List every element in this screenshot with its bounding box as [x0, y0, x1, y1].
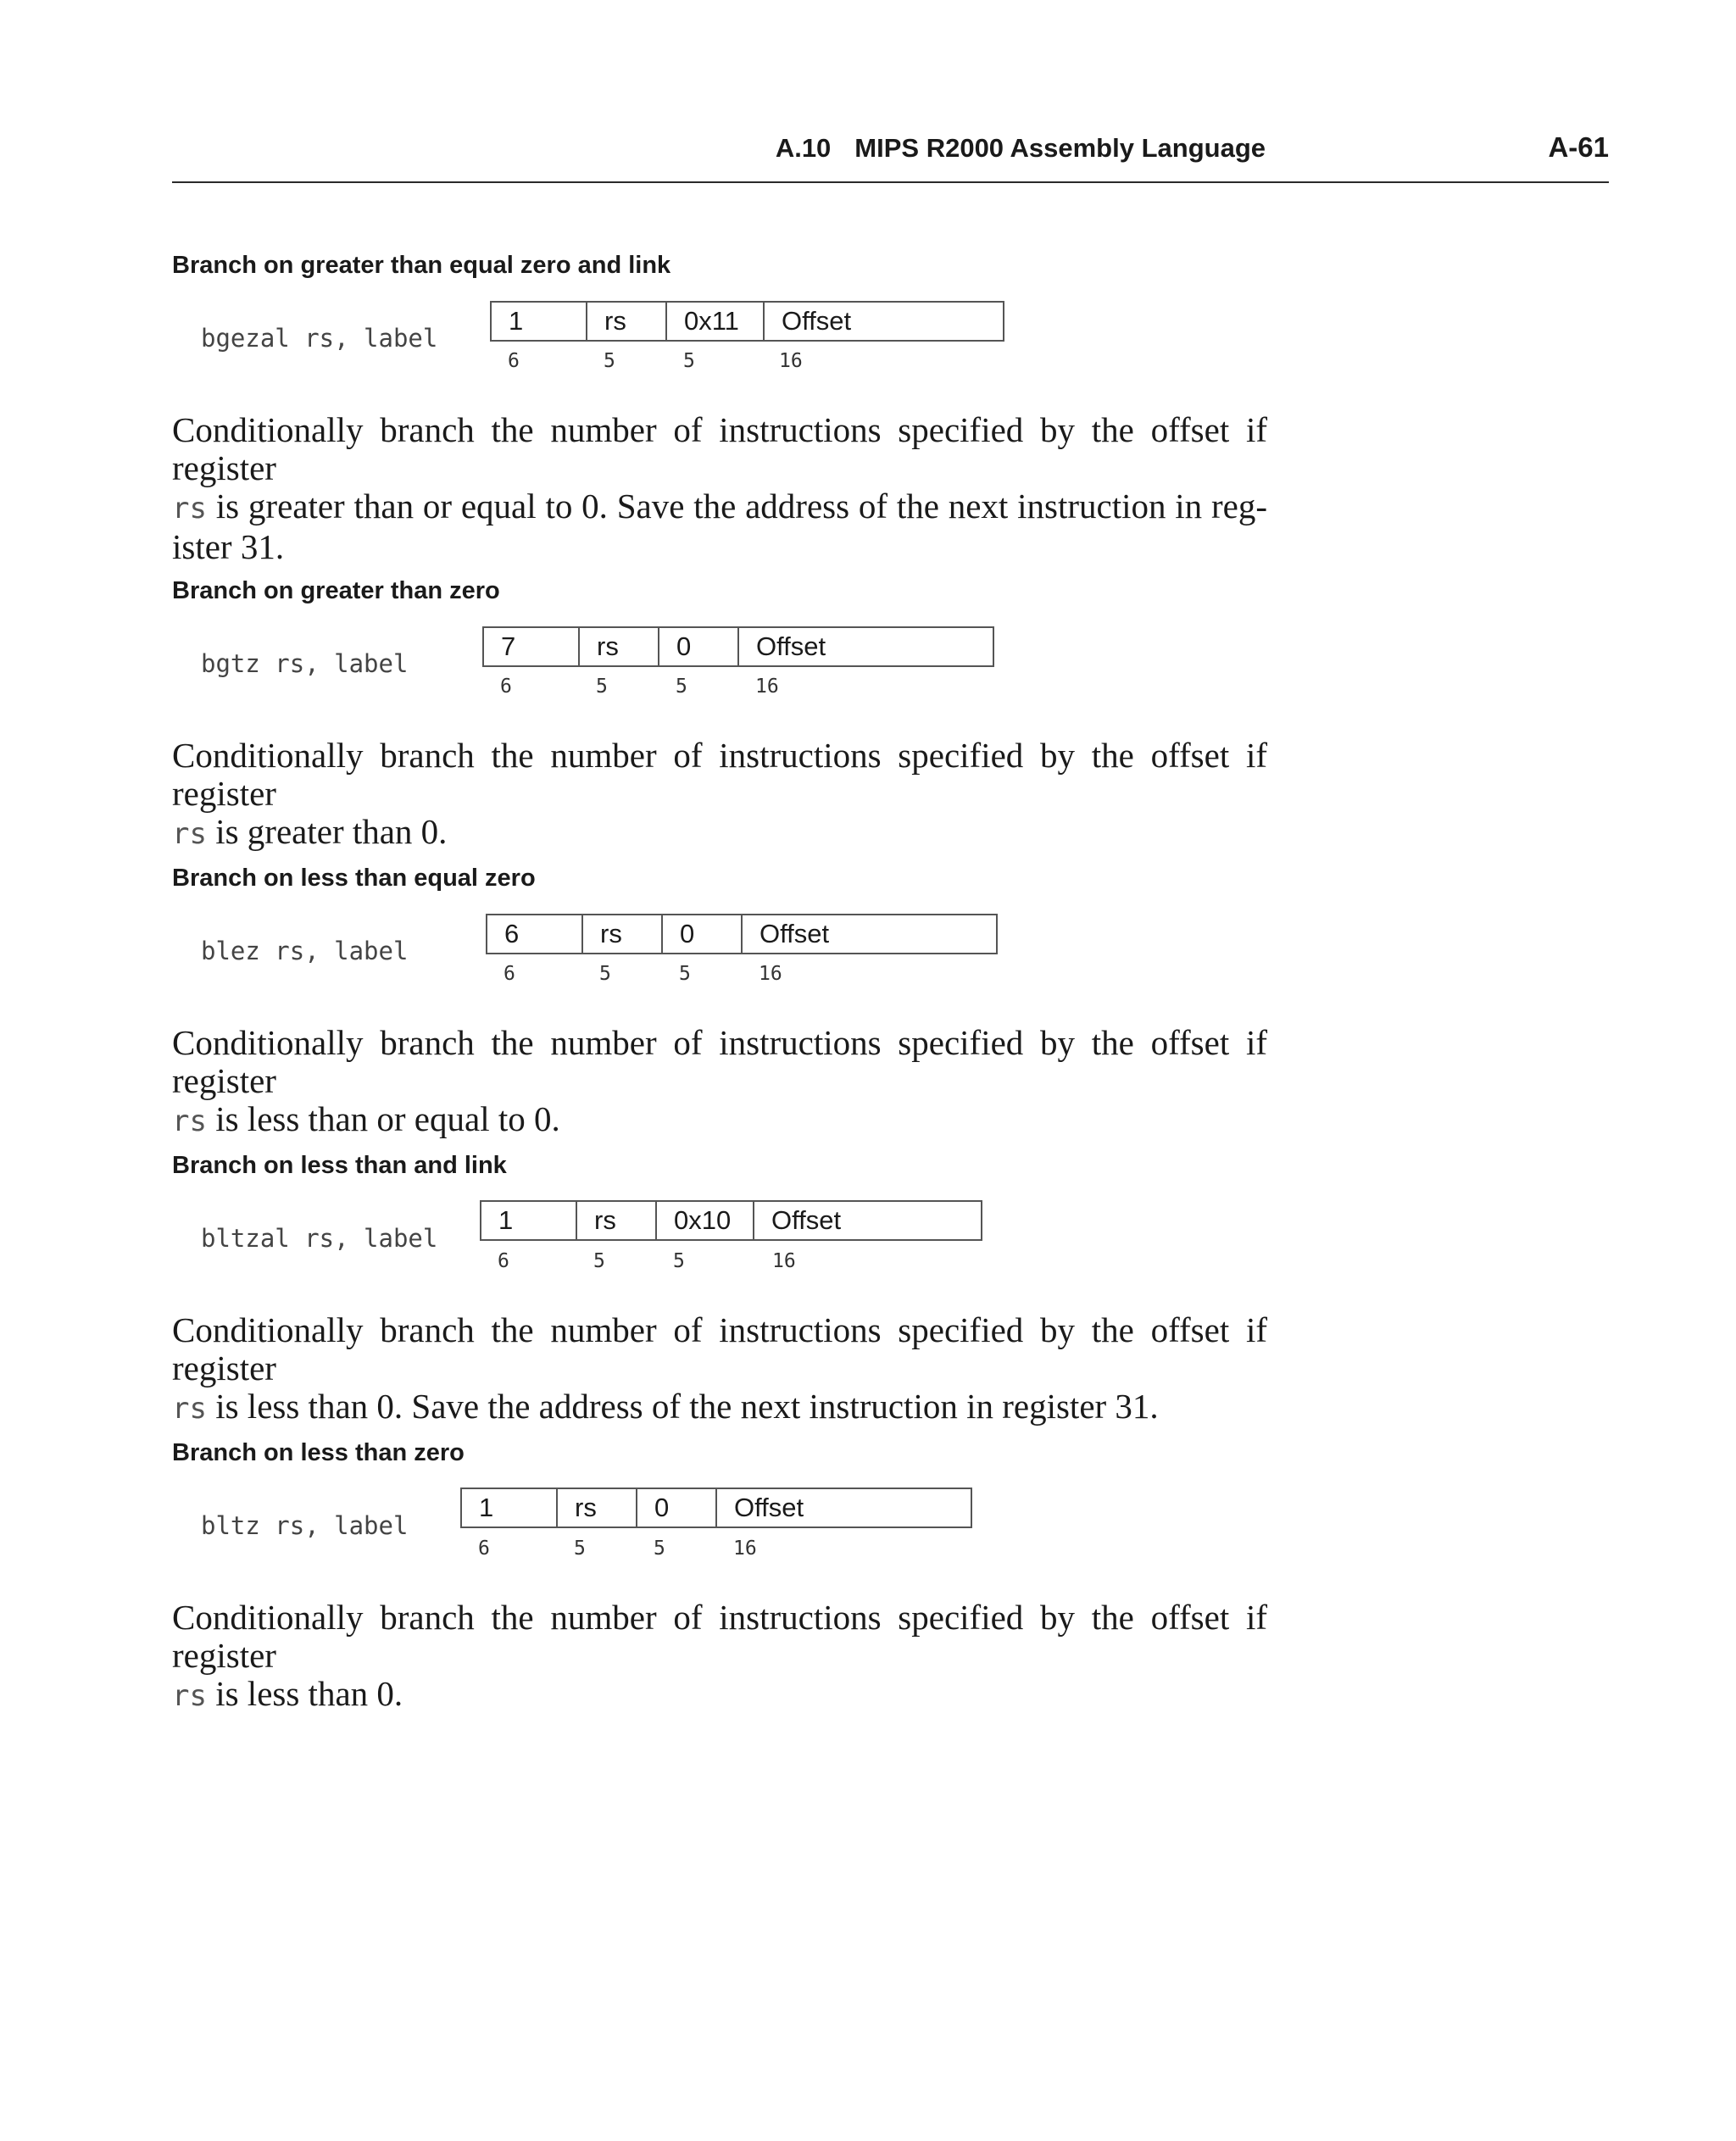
bit-width: 5: [599, 963, 611, 985]
instruction-format-box: [460, 1488, 972, 1528]
entry-title: Branch on less than equal zero: [172, 865, 536, 892]
description-line: Conditionally branch the number of instructions specified by the offset if register: [172, 1023, 1267, 1100]
instruction-format-box: [490, 301, 1004, 342]
format-field-rt: 0: [637, 1489, 717, 1527]
bit-width: 16: [733, 1538, 757, 1560]
format-field-offset: Offset: [756, 631, 826, 661]
register-code: rs: [172, 492, 207, 526]
description-line: [172, 1387, 1267, 1428]
format-field-offset: Offset: [734, 1493, 804, 1522]
running-header: [172, 127, 1609, 183]
format-field-rs: rs: [577, 1202, 657, 1239]
bit-width: 6: [508, 350, 520, 372]
format-field-rs: rs: [580, 628, 659, 665]
bit-width: 6: [478, 1538, 490, 1560]
format-field-rs: rs: [558, 1489, 637, 1527]
format-field-opcode: 1: [492, 303, 587, 340]
bit-width: 5: [676, 676, 687, 698]
entry-title: Branch on greater than equal zero and link: [172, 252, 671, 279]
bit-width: 5: [683, 350, 695, 372]
format-field-rs: rs: [583, 915, 663, 953]
register-code: rs: [172, 1679, 207, 1713]
instruction-format-box: [486, 914, 998, 954]
bit-width: 5: [604, 350, 615, 372]
format-field-opcode: 6: [487, 915, 583, 953]
description-line: Conditionally branch the number of instructions specified by the offset if register: [172, 1310, 1267, 1387]
format-field-opcode: 1: [462, 1489, 558, 1527]
format-field-offset: Offset: [771, 1205, 842, 1235]
instruction-format-box: [480, 1200, 982, 1241]
bit-width: 5: [574, 1538, 586, 1560]
instruction-syntax: blez rs, label: [201, 937, 409, 965]
description-text: is less than 0.: [206, 1674, 403, 1713]
description-line: [172, 487, 1267, 528]
bit-width: 16: [759, 963, 782, 985]
bit-width: 5: [679, 963, 691, 985]
format-field-rt: 0: [663, 915, 743, 953]
description-text: is less than or equal to 0.: [206, 1099, 560, 1138]
section-heading: [776, 133, 1266, 164]
description-line: Conditionally branch the number of instructions specified by the offset if register: [172, 1598, 1267, 1675]
entry-title: Branch on greater than zero: [172, 577, 500, 604]
instruction-syntax: bgtz rs, label: [201, 649, 409, 678]
description-text: is greater than or equal to 0. Save the address of the next instruction in reg-: [206, 487, 1267, 526]
format-field-rs: rs: [587, 303, 667, 340]
instruction-syntax: bltzal rs, label: [201, 1224, 438, 1253]
format-field-opcode: 7: [484, 628, 580, 665]
bit-width: 6: [500, 676, 512, 698]
format-field-opcode: 1: [481, 1202, 577, 1239]
format-field-offset: Offset: [760, 919, 830, 948]
entry-title: Branch on less than and link: [172, 1152, 507, 1179]
register-code: rs: [172, 1392, 207, 1426]
page-number: A-61: [1548, 131, 1609, 163]
section-title: MIPS R2000 Assembly Language: [854, 133, 1266, 163]
description-line: Conditionally branch the number of instructions specified by the offset if register: [172, 410, 1267, 487]
register-code: rs: [172, 1104, 207, 1138]
format-field-offset: Offset: [782, 306, 852, 336]
description-text: is greater than 0.: [206, 812, 448, 851]
instruction-format-box: [482, 626, 994, 667]
entry-description: [172, 1599, 1267, 1716]
description-line: ister 31.: [172, 527, 285, 566]
format-field-rt: 0x10: [657, 1202, 754, 1239]
bit-width: 5: [673, 1250, 685, 1272]
instruction-syntax: bltz rs, label: [201, 1511, 409, 1540]
entry-description: [172, 1311, 1267, 1428]
register-code: rs: [172, 817, 207, 851]
section-number: A.10: [775, 133, 832, 163]
format-field-rt: 0: [659, 628, 739, 665]
instruction-syntax: bgezal rs, label: [201, 324, 438, 353]
bit-width: 6: [504, 963, 515, 985]
bit-width: 16: [755, 676, 779, 698]
bit-width: 5: [596, 676, 608, 698]
description-text: is less than 0. Save the address of the next instruction in register 31.: [206, 1387, 1159, 1426]
entry-description: [172, 1024, 1267, 1141]
bit-width: 16: [772, 1250, 796, 1272]
description-line: [172, 813, 1267, 854]
bit-width: 16: [779, 350, 803, 372]
description-line: Conditionally branch the number of instructions specified by the offset if register: [172, 736, 1267, 813]
description-line: [172, 1100, 1267, 1141]
bit-width: 5: [593, 1250, 605, 1272]
entry-description: [172, 411, 1267, 566]
description-line: [172, 1675, 1267, 1716]
bit-width: 6: [498, 1250, 509, 1272]
entry-title: Branch on less than zero: [172, 1439, 465, 1466]
format-field-rt: 0x11: [667, 303, 765, 340]
entry-description: [172, 737, 1267, 854]
bit-width: 5: [654, 1538, 665, 1560]
